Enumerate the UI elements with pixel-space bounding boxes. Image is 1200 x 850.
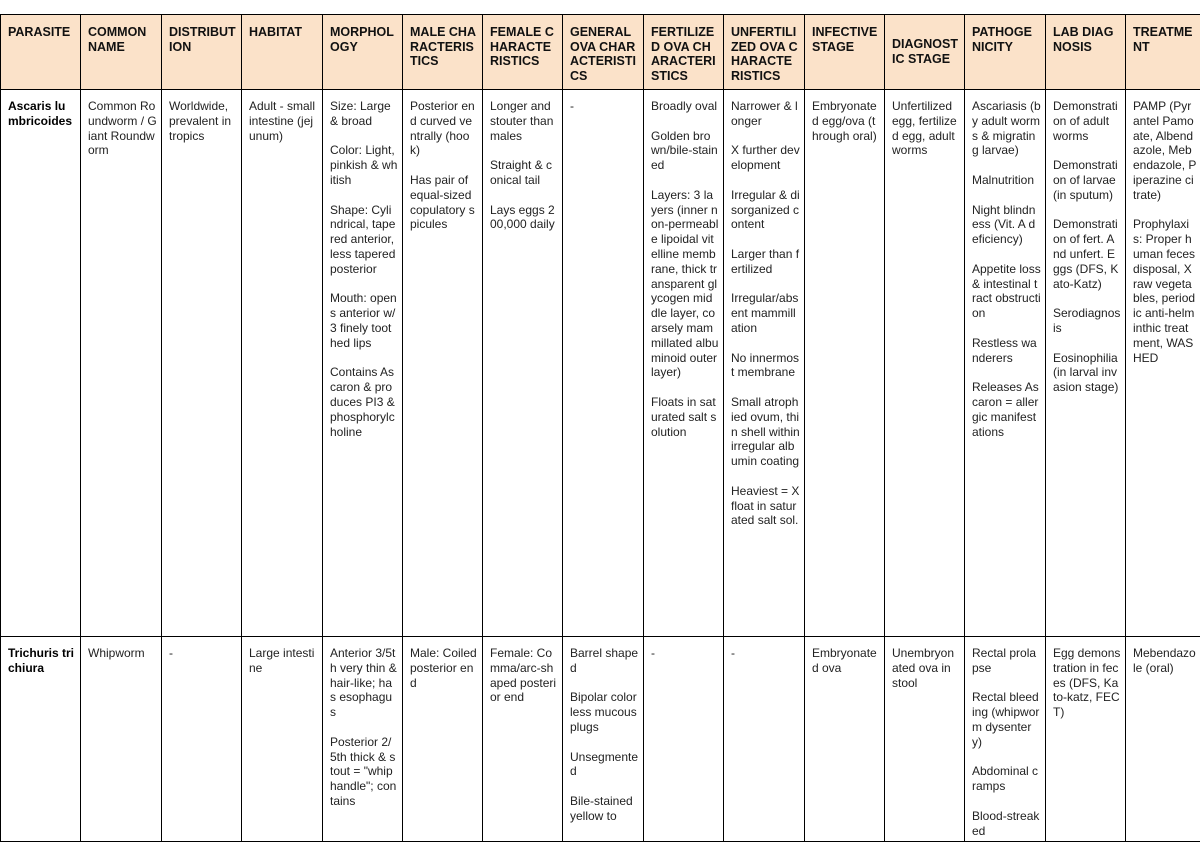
header-common-name: COMMON NAME bbox=[81, 15, 162, 90]
cell-paragraph: Rectal prolapse bbox=[972, 646, 1037, 675]
cell-paragraph: Larger than fertilized bbox=[731, 246, 800, 276]
cell-paragraph: Heaviest = X float in saturated salt sol. bbox=[731, 483, 800, 528]
header-diagnostic-stage: DIAGNOSTIC STAGE bbox=[885, 15, 965, 90]
cell-text bbox=[162, 637, 241, 661]
cell-paragraph: Lays eggs 200,000 daily bbox=[490, 202, 555, 232]
cell-text bbox=[805, 90, 884, 143]
cell-paragraph: Releases Ascaron = allergic manifestations bbox=[972, 380, 1039, 439]
cell-general-ova bbox=[563, 90, 644, 637]
parasite-table-page bbox=[0, 14, 1200, 842]
cell-paragraph: Mouth: opens anterior w/ 3 finely toothed lips bbox=[330, 291, 397, 350]
cell-paragraph: Night blindness (Vit. A deficiency) bbox=[972, 202, 1036, 247]
cell-paragraph: Demonstration of fert. And unfert. Eggs (DFS, Kato-Katz) bbox=[1053, 217, 1119, 291]
cell-paragraph: Unembryonated ova in stool bbox=[892, 646, 955, 690]
table-row bbox=[1, 90, 1200, 637]
cell-text bbox=[965, 637, 1045, 838]
cell-paragraph: Common Roundworm / Giant Roundworm bbox=[88, 99, 157, 158]
cell-paragraph: Worldwide, prevalent in tropics bbox=[169, 99, 232, 143]
cell-habitat bbox=[242, 90, 323, 637]
header-infective-stage: INFECTIVE STAGE bbox=[805, 15, 885, 90]
header-morphology: MORPHOLOGY bbox=[323, 15, 403, 90]
cell-treatment bbox=[1126, 637, 1200, 842]
cell-paragraph: X further development bbox=[731, 143, 800, 173]
cell-general-ova bbox=[563, 637, 644, 842]
cell-paragraph: Golden brown/bile-stained bbox=[651, 128, 718, 173]
cell-lab-diagnosis bbox=[1046, 90, 1126, 637]
cell-text bbox=[724, 637, 804, 661]
cell-common-name bbox=[81, 90, 162, 637]
cell-paragraph: Embryonated egg/ova (through oral) bbox=[812, 99, 877, 143]
cell-text bbox=[1126, 90, 1200, 365]
cell-text bbox=[242, 90, 322, 143]
header-fertilized-ova: FERTILIZED OVA CHARACTERISTICS bbox=[644, 15, 724, 90]
cell-paragraph: Female: Comma/arc-shaped posterior end bbox=[490, 646, 557, 705]
cell-paragraph: Broadly oval bbox=[651, 99, 718, 113]
cell-paragraph: Egg demonstration in feces (DFS, Kato-katz, FECT) bbox=[1053, 646, 1121, 720]
cell-paragraph: No innermost membrane bbox=[731, 350, 800, 380]
cell-paragraph: Adult - small intestine (jejunum) bbox=[249, 99, 316, 143]
cell-paragraph: Serodiagnosis bbox=[1053, 306, 1121, 335]
cell-text bbox=[885, 90, 964, 158]
cell-distribution bbox=[162, 90, 242, 637]
cell-paragraph: Posterior 2/5th thick & stout = "whip handle"; contains bbox=[330, 734, 397, 808]
cell-paragraph: Restless wanderers bbox=[972, 335, 1037, 365]
cell-text bbox=[403, 90, 482, 232]
cell-paragraph: Embryonated ova bbox=[812, 646, 877, 675]
cell-pathogenicity bbox=[965, 90, 1046, 637]
cell-common-name bbox=[81, 637, 162, 842]
cell-paragraph: Barrel shaped bbox=[570, 646, 639, 675]
cell-distribution bbox=[162, 637, 242, 842]
cell-female-characteristics bbox=[483, 637, 563, 842]
cell-paragraph: Small atrophied ovum, thin shell within irregular albumin coating bbox=[731, 394, 800, 469]
parasite-table bbox=[0, 14, 1200, 842]
cell-paragraph: Demonstration of larvae (in sputum) bbox=[1053, 158, 1118, 202]
cell-morphology bbox=[323, 90, 403, 637]
cell-paragraph: Has pair of equal-sized copulatory spicules bbox=[410, 172, 475, 232]
cell-diagnostic-stage bbox=[885, 90, 965, 637]
cell-paragraph: Irregular & disorganized content bbox=[731, 187, 800, 232]
cell-fertilized-ova bbox=[644, 637, 724, 842]
cell-text bbox=[1126, 637, 1200, 676]
cell-paragraph: Contains Ascaron & produces PI3 & phosphorylcholine bbox=[330, 365, 395, 439]
cell-fertilized-ova bbox=[644, 90, 724, 637]
cell-paragraph: Mebendazole (oral) bbox=[1133, 646, 1196, 675]
cell-text bbox=[81, 637, 161, 661]
cell-infective-stage bbox=[805, 90, 885, 637]
cell-male-characteristics bbox=[403, 90, 483, 637]
cell-unfertilized-ova bbox=[724, 90, 805, 637]
cell-paragraph: Demonstration of adult worms bbox=[1053, 99, 1118, 143]
cell-paragraph: Ascariasis (by adult worms & migrating larvae) bbox=[972, 99, 1041, 158]
cell-paragraph: Abdominal cramps bbox=[972, 764, 1039, 794]
cell-paragraph: Large intestine bbox=[249, 646, 315, 675]
cell-paragraph: Appetite loss & intestinal tract obstruction bbox=[972, 261, 1041, 321]
cell-paragraph: Bile-stained yellow to bbox=[570, 793, 633, 823]
cell-paragraph: Male: Coiled posterior end bbox=[410, 646, 477, 690]
cell-paragraph: - bbox=[570, 99, 574, 113]
header-male-characteristics: MALE CHARACTERISTICS bbox=[403, 15, 483, 90]
cell-text bbox=[563, 637, 643, 824]
cell-paragraph: - bbox=[731, 646, 735, 660]
header-habitat: HABITAT bbox=[242, 15, 323, 90]
cell-text bbox=[965, 90, 1045, 439]
header-general-ova: GENERAL OVA CHARACTERISTICS bbox=[563, 15, 644, 90]
cell-parasite bbox=[1, 637, 81, 842]
cell-unfertilized-ova bbox=[724, 637, 805, 842]
cell-text bbox=[483, 637, 562, 705]
cell-infective-stage bbox=[805, 637, 885, 842]
cell-paragraph: Blood-streaked bbox=[972, 808, 1040, 838]
table-body bbox=[1, 90, 1200, 842]
header-treatment: TREATMENT bbox=[1126, 15, 1200, 90]
cell-paragraph: Longer and stouter than males bbox=[490, 99, 554, 143]
cell-text bbox=[1046, 90, 1125, 395]
header-unfertilized-ova: UNFERTILIZED OVA CHARACTERISTICS bbox=[724, 15, 805, 90]
cell-text bbox=[644, 637, 723, 661]
cell-text bbox=[242, 637, 322, 676]
cell-paragraph: Posterior end curved ventrally (hook) bbox=[410, 99, 475, 158]
cell-paragraph: Ascaris lumbricoides bbox=[8, 99, 73, 128]
cell-text bbox=[323, 637, 402, 809]
cell-paragraph: Layers: 3 layers (inner non-permeable lipoidal vitelline membrane, thick transparent glycogen middle layer, coarsely mammillated albuminoid outer layer) bbox=[651, 187, 719, 380]
cell-paragraph: Straight & conical tail bbox=[490, 158, 553, 187]
cell-text bbox=[563, 90, 643, 114]
header-pathogenicity: PATHOGENICITY bbox=[965, 15, 1046, 90]
cell-text bbox=[805, 637, 884, 676]
cell-text bbox=[1046, 637, 1125, 720]
cell-paragraph: Malnutrition bbox=[972, 172, 1035, 187]
cell-text bbox=[162, 90, 241, 143]
cell-text bbox=[323, 90, 402, 439]
cell-paragraph: Unfertilized egg, fertilized egg, adult worms bbox=[892, 99, 957, 158]
header-distribution: DISTRIBUTION bbox=[162, 15, 242, 90]
cell-text bbox=[885, 637, 964, 690]
cell-paragraph: Prophylaxis: Proper human feces disposal, X raw vegetables, periodic anti-helminthic treatment, WASHED bbox=[1133, 217, 1196, 365]
cell-paragraph: Eosinophilia (in larval invasion stage) bbox=[1053, 350, 1119, 395]
cell-text bbox=[483, 90, 562, 232]
cell-paragraph: Color: Light, pinkish & whitish bbox=[330, 143, 398, 187]
cell-diagnostic-stage bbox=[885, 637, 965, 842]
cell-text bbox=[403, 637, 482, 690]
cell-paragraph: Floats in saturated salt solution bbox=[651, 394, 717, 439]
cell-paragraph: PAMP (Pyrantel Pamoate, Albendazole, Mebendazole, Piperazine citrate) bbox=[1133, 99, 1197, 202]
cell-text bbox=[1, 90, 80, 129]
table-row bbox=[1, 637, 1200, 842]
table-header bbox=[1, 15, 1200, 90]
cell-lab-diagnosis bbox=[1046, 637, 1126, 842]
cell-paragraph: Trichuris trichiura bbox=[8, 646, 75, 675]
cell-text bbox=[1, 637, 80, 676]
cell-paragraph: Narrower & longer bbox=[731, 99, 798, 128]
cell-paragraph: Rectal bleeding (whipworm dysentery) bbox=[972, 690, 1040, 749]
cell-paragraph: Bipolar colorless mucous plugs bbox=[570, 690, 637, 734]
header-parasite: PARASITE bbox=[1, 15, 81, 90]
cell-paragraph: - bbox=[651, 646, 655, 660]
cell-habitat bbox=[242, 637, 323, 842]
cell-paragraph: Irregular/absent mammillation bbox=[731, 291, 799, 335]
cell-text bbox=[644, 90, 723, 439]
header-female-characteristics: FEMALE CHARACTERISTICS bbox=[483, 15, 563, 90]
cell-female-characteristics bbox=[483, 90, 563, 637]
cell-paragraph: Whipworm bbox=[88, 646, 145, 660]
cell-male-characteristics bbox=[403, 637, 483, 842]
cell-paragraph: Unsegmented bbox=[570, 749, 639, 779]
cell-text bbox=[724, 90, 804, 528]
cell-paragraph: Anterior 3/5th very thin & hair-like; has esophagus bbox=[330, 646, 397, 720]
cell-treatment bbox=[1126, 90, 1200, 637]
cell-pathogenicity bbox=[965, 637, 1046, 842]
cell-paragraph: Shape: Cylindrical, tapered anterior, less tapered posterior bbox=[330, 202, 396, 276]
cell-paragraph: Size: Large & broad bbox=[330, 99, 391, 128]
cell-parasite bbox=[1, 90, 81, 637]
cell-paragraph: - bbox=[169, 646, 173, 660]
cell-text bbox=[81, 90, 161, 158]
cell-morphology bbox=[323, 637, 403, 842]
header-lab-diagnosis: LAB DIAGNOSIS bbox=[1046, 15, 1126, 90]
